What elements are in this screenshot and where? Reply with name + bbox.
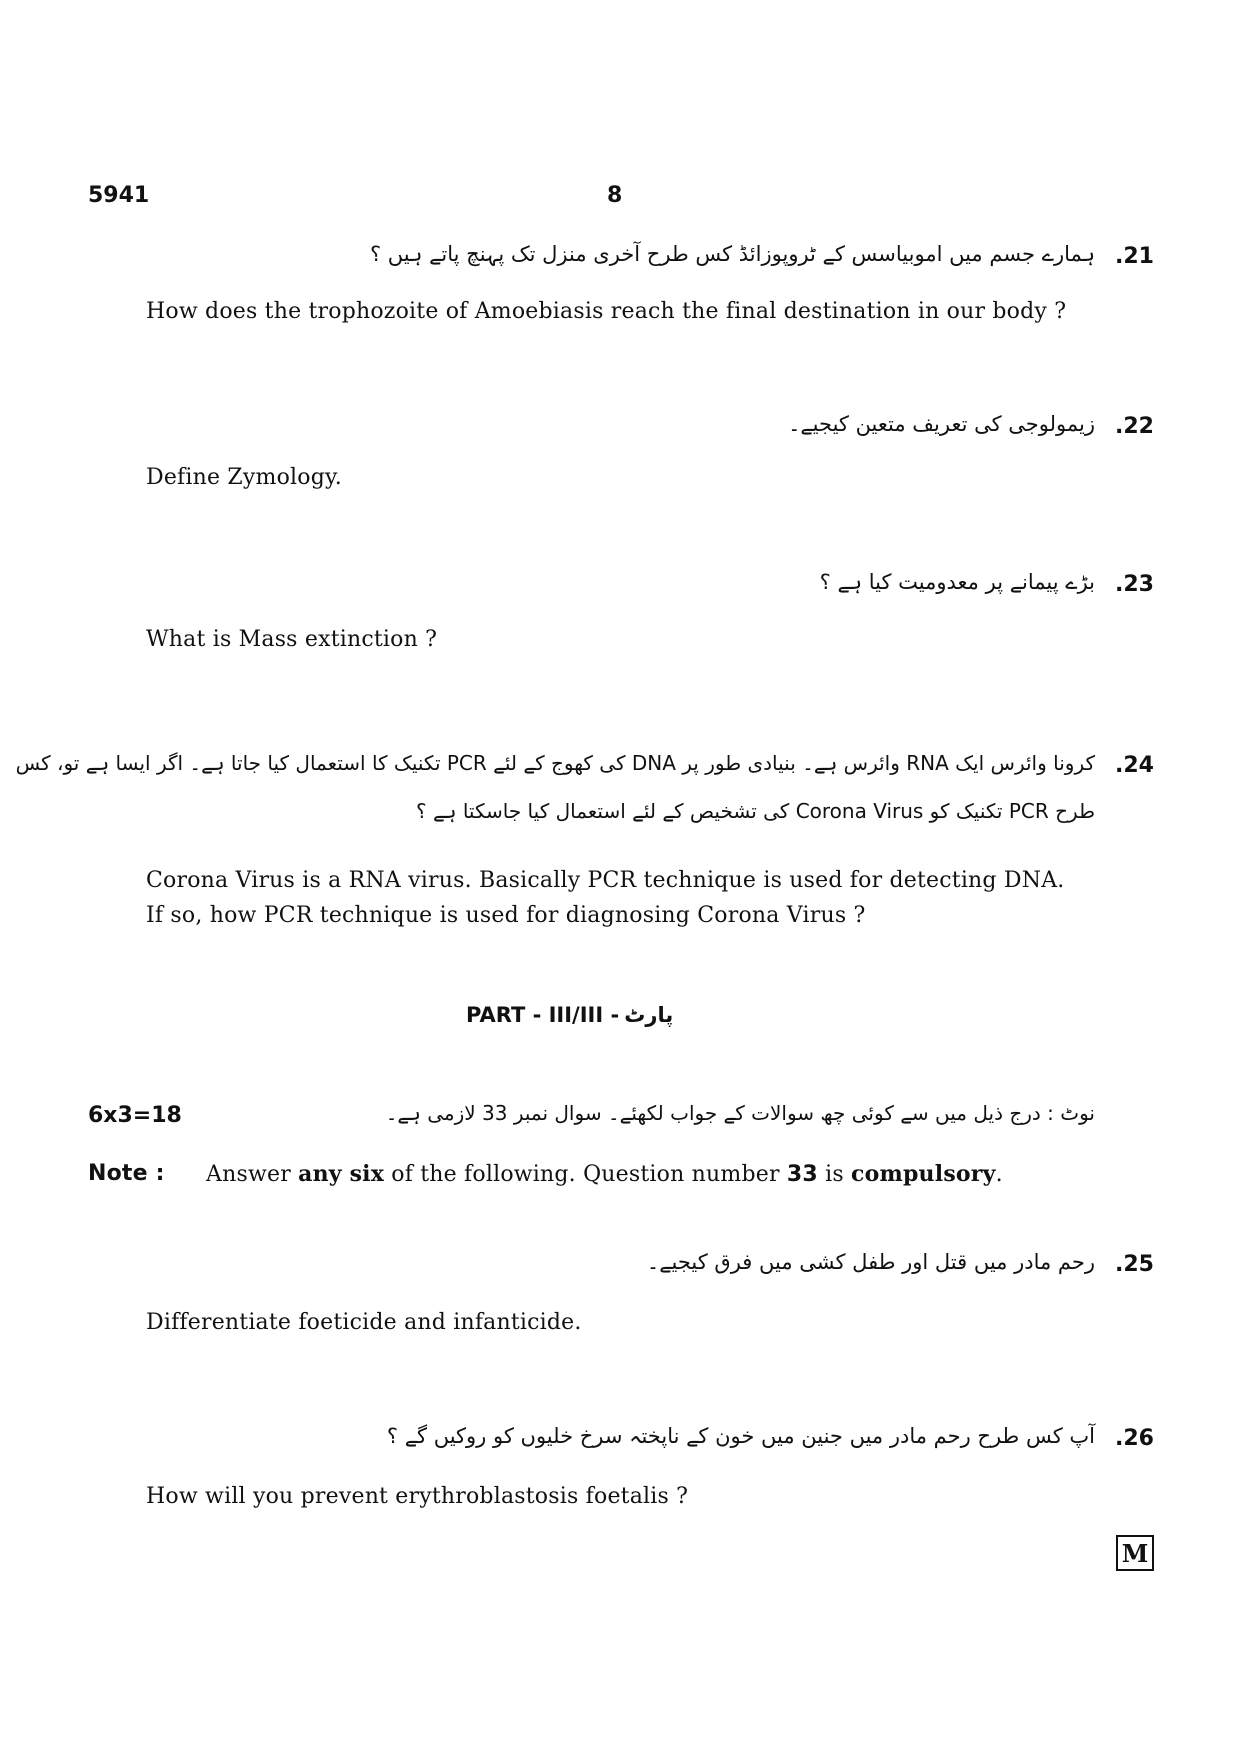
part-heading-english: PART - III/III - — [466, 1003, 620, 1027]
question-23-urdu: بڑے پیمانے پر معدومیت کیا ہے ؟ — [819, 570, 1095, 594]
note-text-2: of the following. Question number — [384, 1162, 787, 1187]
question-number-22: .22 — [1115, 414, 1154, 439]
note-label: Note : — [88, 1161, 165, 1186]
paper-code: 5941 — [88, 183, 150, 208]
note-text-4: . — [995, 1162, 1003, 1187]
page-number: 8 — [607, 183, 623, 208]
question-24-english-line-2: If so, how PCR technique is used for diagnosing Corona Virus ? — [146, 903, 866, 928]
question-number-25: .25 — [1115, 1252, 1154, 1277]
question-number-23: .23 — [1115, 572, 1154, 597]
question-26-english: How will you prevent erythroblastosis foetalis ? — [146, 1484, 689, 1509]
footer-mark: M — [1121, 1538, 1149, 1568]
question-23-english: What is Mass extinction ? — [146, 627, 438, 652]
question-21-urdu: ہمارے جسم میں اموبیاسس کے ٹروپوزائڈ کس طرح آخری منزل تک پہنچ پاتے ہیں ؟ — [369, 242, 1095, 266]
part-heading-urdu: پارٹ — [624, 1003, 674, 1027]
question-24-urdu-line-1: کرونا وائرس ایک RNA وائرس ہے۔ بنیادی طور پر DNA کی کھوج کے لئے PCR تکنیک کا استعمال کیا جاتا ہے۔ اگر ایسا ہے تو، کس — [15, 751, 1095, 775]
note-bold-compulsory: compulsory — [851, 1161, 996, 1187]
note-text-1: Answer — [206, 1162, 299, 1187]
question-21-english: How does the trophozoite of Amoebiasis reach the final destination in our body ? — [146, 299, 1067, 324]
question-26-urdu: آپ کس طرح رحم مادر میں جنین میں خون کے ناپختہ سرخ خلیوں کو روکیں گے ؟ — [386, 1424, 1095, 1448]
question-22-english: Define Zymology. — [146, 465, 342, 490]
question-number-21: .21 — [1115, 244, 1154, 269]
note-urdu: نوٹ : درج ذیل میں سے کوئی چھ سوالات کے جواب لکھئے۔ سوال نمبر 33 لازمی ہے۔ — [385, 1101, 1095, 1125]
marks-scheme: 6x3=18 — [88, 1103, 182, 1128]
question-22-urdu: زیمولوجی کی تعریف متعین کیجیے۔ — [788, 412, 1095, 436]
question-24-urdu-line-2: طرح PCR تکنیک کو Corona Virus کی تشخیص کے لئے استعمال کیا جاسکتا ہے ؟ — [416, 799, 1095, 823]
question-number-26: .26 — [1115, 1426, 1154, 1451]
note-english — [206, 1161, 1003, 1187]
note-bold-any-six: any six — [298, 1161, 385, 1187]
question-25-english: Differentiate foeticide and infanticide. — [146, 1310, 582, 1335]
note-bold-question-number: 33 — [786, 1162, 818, 1187]
part-heading — [466, 1003, 673, 1027]
note-text-3: is — [817, 1162, 852, 1187]
footer-mark-box — [1116, 1535, 1154, 1571]
question-24-english-line-1: Corona Virus is a RNA virus. Basically PCR technique is used for detecting DNA. — [146, 868, 1065, 893]
question-25-urdu: رحم مادر میں قتل اور طفل کشی میں فرق کیجیے۔ — [646, 1250, 1095, 1274]
question-number-24: .24 — [1115, 753, 1154, 778]
